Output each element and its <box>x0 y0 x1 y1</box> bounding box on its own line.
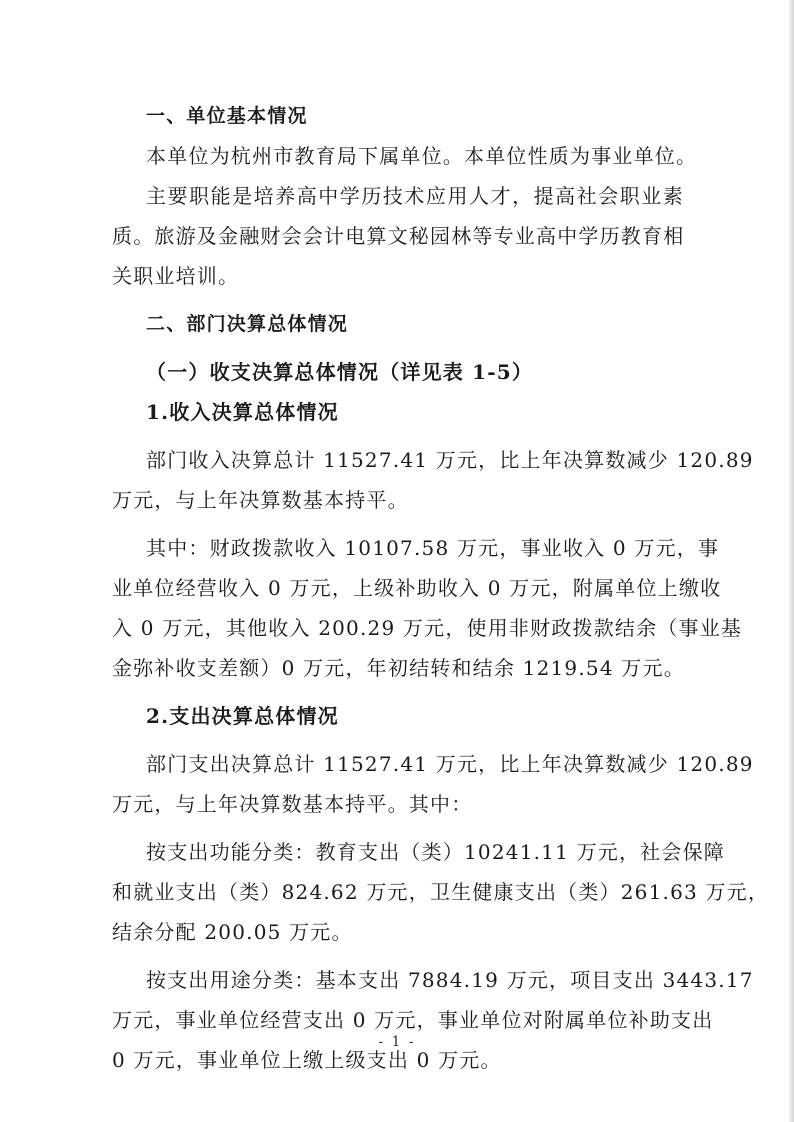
paragraph-unit-nature: 本单位为杭州市教育局下属单位。本单位性质为事业单位。 <box>146 144 698 168</box>
paragraph-main-functions-line-1: 主要职能是培养高中学历技术应用人才，提高社会职业素 <box>146 184 684 208</box>
paragraph-expense-function-line-2: 和就业支出（类）824.62 万元，卫生健康支出（类）261.63 万元， <box>112 880 770 904</box>
paragraph-income-detail-line-1: 其中：财政拨款收入 10107.58 万元，事业收入 0 万元，事 <box>146 536 720 560</box>
document-body <box>112 96 770 1080</box>
page-number: - 1 - <box>378 1034 416 1050</box>
paragraph-income-detail-line-3: 入 0 万元，其他收入 200.29 万元，使用非财政拨款结余（事业基 <box>112 616 743 640</box>
subsection-heading-revenue-expenditure: （一）收支决算总体情况（详见表 1-5） <box>146 360 534 384</box>
paragraph-expense-total-line-1: 部门支出决算总计 11527.41 万元，比上年决算数减少 120.89 <box>146 752 754 776</box>
subsection-heading-expense: 2.支出决算总体情况 <box>146 704 339 728</box>
paragraph-expense-total-line-2: 万元，与上年决算数基本持平。其中： <box>112 792 473 816</box>
paragraph-main-functions-line-3: 关职业培训。 <box>112 264 240 288</box>
paragraph-income-total-line-2: 万元，与上年决算数基本持平。 <box>112 488 409 512</box>
paragraph-income-detail-line-2: 业单位经营收入 0 万元，上级补助收入 0 万元，附属单位上缴收 <box>112 576 722 600</box>
paragraph-expense-function-line-1: 按支出功能分类：教育支出（类）10241.11 万元，社会保障 <box>146 840 725 864</box>
scan-edge-shadow <box>788 0 794 1122</box>
paragraph-expense-usage-line-2: 万元，事业单位经营支出 0 万元，事业单位对附属单位补助支出 <box>112 1008 714 1032</box>
section-heading-basic-info: 一、单位基本情况 <box>146 105 308 127</box>
paragraph-income-detail-line-4: 金弥补收支差额）0 万元，年初结转和结余 1219.54 万元。 <box>112 656 685 680</box>
subsection-heading-income: 1.收入决算总体情况 <box>146 400 339 424</box>
section-heading-overall: 二、部门决算总体情况 <box>146 313 349 335</box>
paragraph-expense-usage-line-1: 按支出用途分类：基本支出 7884.19 万元，项目支出 3443.17 <box>146 968 754 992</box>
paragraph-expense-function-line-3: 结余分配 200.05 万元。 <box>112 920 353 944</box>
paragraph-income-total-line-1: 部门收入决算总计 11527.41 万元，比上年决算数减少 120.89 <box>146 448 754 472</box>
paragraph-main-functions-line-2: 质。旅游及金融财会会计电算文秘园林等专业高中学历教育相 <box>112 224 685 248</box>
paragraph-expense-usage-line-3: 0 万元，事业单位上缴上级支出 0 万元。 <box>112 1048 502 1072</box>
